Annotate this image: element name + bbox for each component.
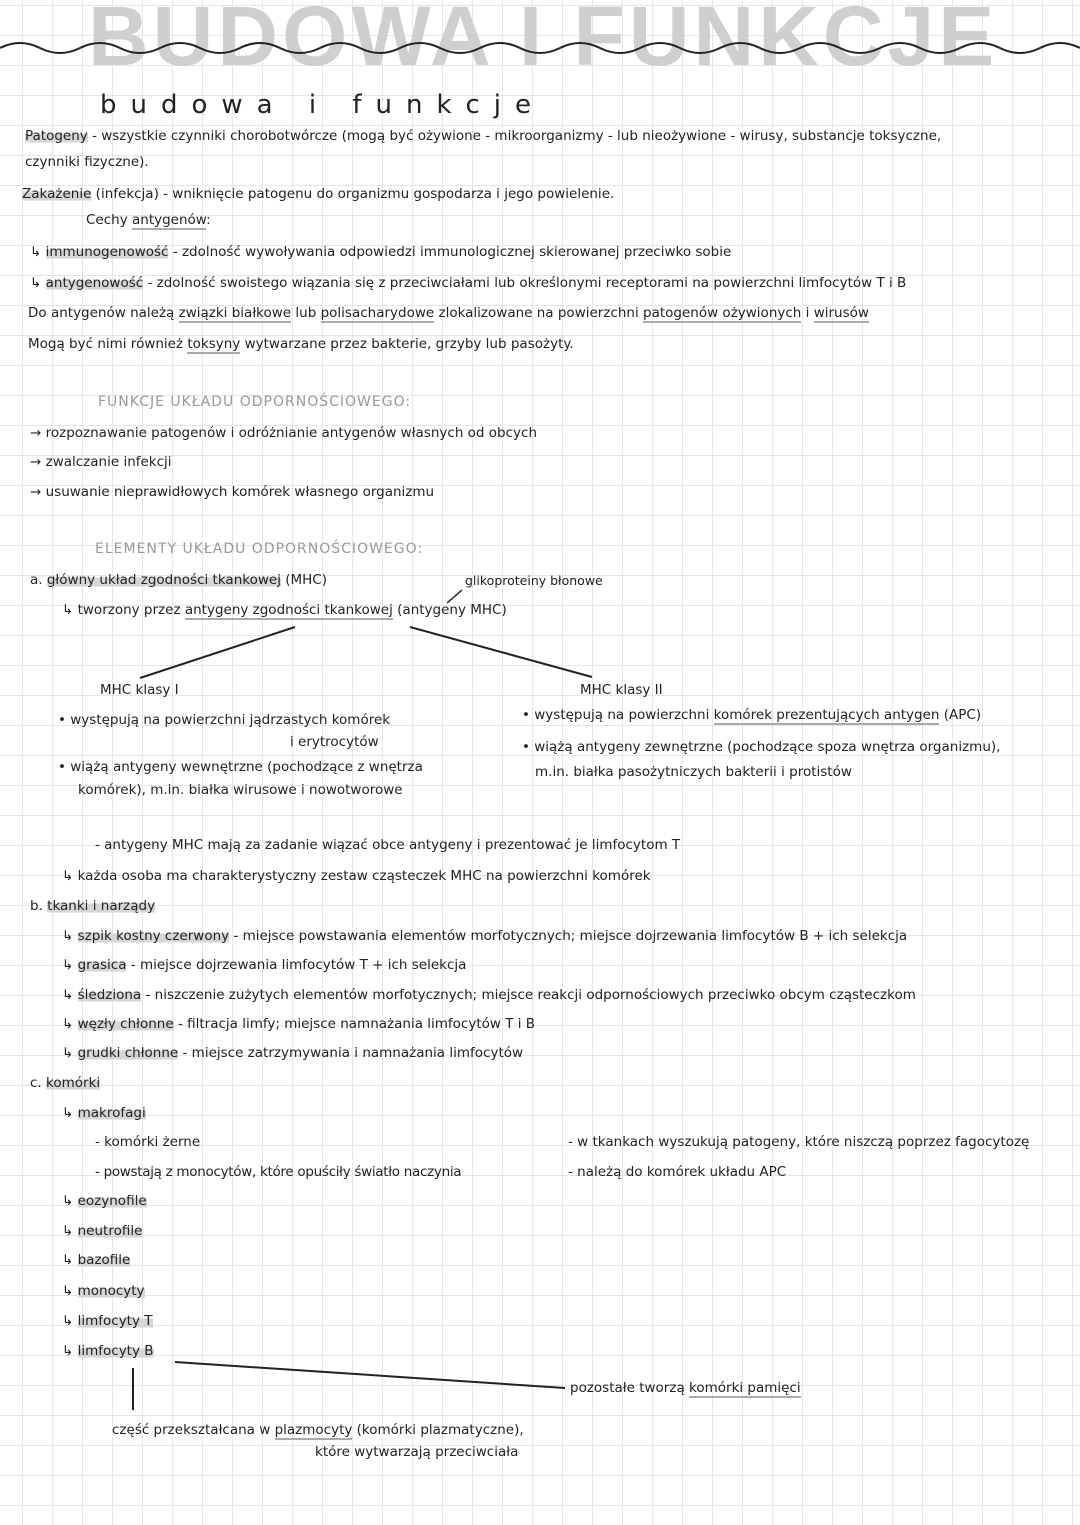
term: główny układ zgodności tkankowej [46, 572, 281, 588]
term: komórki pamięci [689, 1380, 801, 1396]
text: czynniki fizyczne). [25, 154, 149, 170]
term: eozynofile [77, 1193, 147, 1209]
text: Cechy [86, 212, 132, 228]
term: limfocyty B [77, 1343, 154, 1359]
term: monocyty [77, 1283, 145, 1299]
text: • wiążą antygeny zewnętrzne (pochodzące spoza wnętrza organizmu), [522, 739, 1001, 755]
functions-header: FUNKCJE UKŁADU ODPORNOŚCIOWEGO: [98, 394, 412, 410]
text: Mogą być nimi również [28, 336, 188, 352]
text: które wytwarzają przeciwciała [315, 1444, 519, 1460]
term: polisacharydowe [320, 305, 435, 321]
text: - powstają z monocytów, które opuściły światło naczynia [95, 1164, 462, 1180]
term: związki białkowe [178, 305, 292, 321]
annotation: glikoproteiny błonowe [465, 573, 603, 588]
text: - należą do komórek układu APC [568, 1164, 787, 1180]
list-item: → usuwanie nieprawidłowych komórek własnego organizmu [30, 484, 435, 500]
term: antygeny zgodności tkankowej [184, 602, 393, 618]
title-small: budowa i funkcje [100, 90, 546, 120]
text: • wiążą antygeny wewnętrzne (pochodzące z wnętrza [58, 759, 423, 775]
text: - miejsce dojrzewania limfocytów T + ich selekcja [126, 957, 467, 973]
term: antygenowość [45, 275, 144, 291]
term-patogeny: Patogeny [25, 128, 88, 144]
text: - miejsce zatrzymywania i namnażania limfocytów [178, 1045, 524, 1061]
text: - wszystkie czynniki chorobotwórcze (mogą być ożywione - mikroorganizmy - lub nieożywione - wirusy, substancje toksyczne, [87, 128, 942, 144]
text: - niszczenie zużytych elementów morfotycznych; miejsce reakcji odpornościowych przeciwko obcym cząsteczkom [141, 987, 916, 1003]
text: • występują na powierzchni [522, 707, 714, 723]
text: - antygeny MHC mają za zadanie wiązać obce antygeny i prezentować je limfocytom T [95, 837, 681, 853]
list-item: → rozpoznawanie patogenów i odróżnianie antygenów własnych od obcych [30, 425, 538, 441]
text: komórek), m.in. białka wirusowe i nowotworowe [78, 782, 403, 798]
term: komórek prezentujących antygen [713, 707, 940, 723]
term: neutrofile [77, 1223, 143, 1239]
text: - filtracja limfy; miejsce namnażania limfocytów T i B [173, 1016, 536, 1032]
text: - komórki żerne [95, 1134, 201, 1150]
text: (infekcja) - wniknięcie patogenu do organizmu gospodarza i jego powielenie. [91, 186, 615, 202]
text: (APC) [939, 707, 982, 723]
term: szpik kostny czerwony [77, 928, 230, 944]
text: i erytrocytów [290, 734, 379, 750]
text: (antygeny MHC) [392, 602, 507, 618]
text: Do antygenów należą [28, 305, 179, 321]
term: wirusów [813, 305, 869, 321]
term: grasica [77, 957, 127, 973]
term: toksyny [187, 336, 241, 352]
term: antygenów [132, 212, 207, 228]
elements-header: ELEMENTY UKŁADU ODPORNOŚCIOWEGO: [95, 541, 424, 557]
branch-mhc1 [140, 627, 295, 678]
text: m.in. białka pasożytniczych bakterii i protistów [535, 764, 852, 780]
arrow: ↳ [30, 275, 46, 291]
text: (MHC) [280, 572, 328, 588]
text: lub [291, 305, 321, 321]
wavy-title-line [0, 43, 1080, 53]
text: (komórki plazmatyczne), [352, 1422, 524, 1438]
branch-mhc2 [410, 627, 592, 677]
text: - zdolność wywoływania odpowiedzi immunologicznej skierowanej przeciwko sobie [168, 244, 732, 260]
term: patogenów ożywionych [643, 305, 802, 321]
text: część przekształcana w [112, 1422, 275, 1438]
arrow: ↳ [30, 244, 46, 260]
term: tkanki i narządy [47, 898, 156, 914]
memory-line [175, 1362, 565, 1388]
text: • występują na powierzchni jądrzastych komórek [58, 712, 391, 728]
term: immunogenowość [45, 244, 169, 260]
label: c. [30, 1075, 47, 1091]
term: węzły chłonne [77, 1016, 174, 1032]
text: i [801, 305, 814, 321]
mhc2-title: MHC klasy II [580, 682, 663, 698]
term: śledziona [77, 987, 142, 1003]
term: grudki chłonne [77, 1045, 179, 1061]
text: ↳ każda osoba ma charakterystyczny zestaw cząsteczek MHC na powierzchni komórek [62, 868, 651, 884]
text: - zdolność swoistego wiązania się z przeciwciałami lub określonymi receptorami na powierzchni limfocytów T i B [143, 275, 907, 291]
text: - miejsce powstawania elementów morfotycznych; miejsce dojrzewania limfocytów B + ich selekcja [229, 928, 908, 944]
text: zlokalizowane na powierzchni [434, 305, 644, 321]
title-large: BUDOWA I FUNKCJE [88, 0, 999, 83]
term: bazofile [77, 1252, 131, 1268]
text: : [206, 212, 211, 228]
label: b. [30, 898, 48, 914]
text: pozostałe tworzą [570, 1380, 690, 1396]
text: wytwarzane przez bakterie, grzyby lub pasożyty. [240, 336, 574, 352]
term: makrofagi [77, 1105, 146, 1121]
mhc1-title: MHC klasy I [100, 682, 179, 698]
term: komórki [46, 1075, 101, 1091]
term-zakazenie: Zakażenie [22, 186, 92, 202]
list-item: → zwalczanie infekcji [30, 454, 172, 470]
text: ↳ tworzony przez [62, 602, 185, 618]
term: limfocyty T [77, 1313, 153, 1329]
label: a. [30, 572, 47, 588]
term: plazmocyty [274, 1422, 353, 1438]
text: - w tkankach wyszukują patogeny, które niszczą poprzez fagocytozę [568, 1134, 1030, 1150]
